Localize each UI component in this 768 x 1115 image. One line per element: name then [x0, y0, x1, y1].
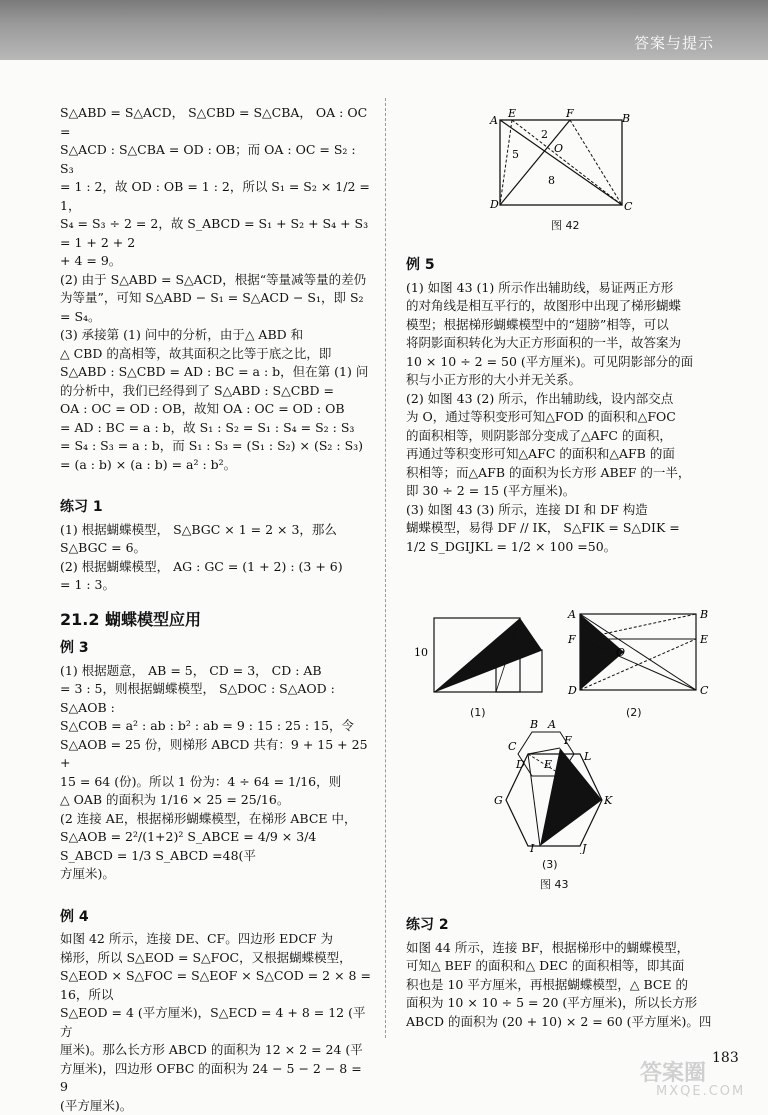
text-line: S△BGC = 6。	[60, 539, 372, 558]
figure-43-2	[564, 606, 714, 696]
label-a: A	[567, 608, 576, 621]
label-10: 10	[414, 646, 428, 659]
line-di	[528, 754, 540, 846]
text-line: = 3 : 5，则根据蝴蝶模型， S△DOC : S△AOD : S△AOB :	[60, 680, 372, 717]
label-d: D	[489, 198, 499, 211]
text-line: 积也是 10 平方厘米，再根据蝴蝶模型，△ BCE 的	[406, 976, 718, 995]
dashed-fc	[570, 120, 622, 205]
text-line: 将阴影面积转化为大正方形面积的一半，故答案为	[406, 334, 718, 353]
text-line: 1/2 S_DGIJKL = 1/2 × 100 =50。	[406, 538, 718, 557]
shaded-triangle	[434, 618, 542, 692]
dashed-ec	[512, 120, 622, 205]
text-line: (2) 由于 S△ABD = S△ACD，根据“等量减等量的差仍	[60, 271, 372, 290]
text-line: 即 30 ÷ 2 = 15 (平方厘米)。	[406, 482, 718, 501]
text-line: S△ACD : S△CBA = OD : OB；而 OA : OC = S₂ : S₃	[60, 141, 372, 178]
text-line: (1) 根据蝴蝶模型， S△BGC × 1 = 2 × 3，那么	[60, 521, 372, 540]
label-f: F	[567, 633, 576, 646]
text-line: OA : OC = OD : OB，故知 OA : OC = OD : OB	[60, 400, 372, 419]
text-line: (2 连接 AE，根据梯形蝴蝶模型，在梯形 ABCE 中，	[60, 810, 372, 829]
text-line: (2) 如图 43 (2) 所示，作出辅助线，设内部交点	[406, 390, 718, 409]
label-g: G	[494, 794, 503, 807]
text-line: 10 × 10 ÷ 2 = 50 (平方厘米)。可见阴影部分的面	[406, 353, 718, 372]
label-b: B	[699, 608, 708, 621]
text-line: (1) 如图 43 (1) 所示作出辅助线，易证两正方形	[406, 279, 718, 298]
watermark-logo: 答案圈	[640, 1056, 706, 1087]
text-line: (1) 根据题意， AB = 5， CD = 3， CD : AB	[60, 662, 372, 681]
label-j: J	[580, 842, 587, 854]
label-d: D	[567, 684, 577, 696]
text-line: 梯形，所以 S△EOD = S△FOC，又根据蝴蝶模型，	[60, 949, 372, 968]
header-title: 答案与提示	[634, 32, 714, 53]
figure-43-3	[490, 714, 620, 854]
label-d: D	[515, 758, 525, 771]
label-b: B	[529, 718, 538, 731]
label-o: O	[554, 142, 563, 155]
text-line: 方厘米)，四边形 OFBC 的面积为 24 − 5 − 2 − 8 = 9	[60, 1060, 372, 1097]
text-line: 再通过等积变形可知△AFC 的面积和△AFB 的面	[406, 445, 718, 464]
text-line: S△EOD × S△FOC = S△EOF × S△COD = 2 × 8 = 16，所以	[60, 967, 372, 1004]
text-line: 可知△ BEF 的面积和△ DEC 的面积相等，即其面	[406, 957, 718, 976]
text-line: 的对角线是相互平行的，故图形中出现了梯形蝴蝶	[406, 297, 718, 316]
label-o: O	[616, 646, 625, 659]
text-line: (2) 根据蝴蝶模型， AG : GC = (1 + 2) : (3 + 6)	[60, 558, 372, 577]
text-line: (平方厘米)。	[60, 1097, 372, 1115]
text-line: 模型；根据梯形蝴蝶模型中的“翅膀”相等，可以	[406, 316, 718, 335]
text-line: + 4 = 9。	[60, 252, 372, 271]
text-line: 为 O，通过等积变形可知△FOD 的面积和△FOC	[406, 408, 718, 427]
figure-43-1	[410, 610, 550, 695]
text-line: 方厘米)。	[60, 865, 372, 884]
label-f: F	[563, 734, 572, 747]
text-line: 的分析中，我们已经得到了 S△ABD : S△CBD =	[60, 382, 372, 401]
text-line: S△COB = a² : ab : b² : ab = 9 : 15 : 25 : 15，令	[60, 717, 372, 736]
page-number: 183	[712, 1050, 739, 1066]
label-a: A	[547, 718, 556, 731]
text-line: (3) 如图 43 (3) 所示，连接 DI 和 DF 构造	[406, 501, 718, 520]
label-c: C	[624, 200, 633, 213]
text-line: (3) 承接第 (1) 问中的分析，由于△ ABD 和	[60, 326, 372, 345]
label-5: 5	[512, 148, 519, 161]
label-l: L	[583, 750, 591, 763]
text-line: 积与小正方形的大小并无关系。	[406, 371, 718, 390]
text-line: 蝴蝶模型，易得 DF // IK， S△FIK = S△DIK =	[406, 519, 718, 538]
text-line: 面积为 10 × 10 ÷ 5 = 20 (平方厘米)，所以长方形	[406, 994, 718, 1013]
exercise-2-heading: 练习 2	[406, 916, 718, 935]
text-line: S₄ = S₃ ÷ 2 = 2，故 S_ABCD = S₁ + S₂ + S₄ + S₃ = 1 + 2 + 2	[60, 215, 372, 252]
label-f: F	[565, 108, 574, 120]
text-line: △ OAB 的面积为 1/16 × 25 = 25/16。	[60, 791, 372, 810]
text-line: = AD : BC = a : b，故 S₁ : S₂ = S₁ : S₄ = S₂ : S₃	[60, 419, 372, 438]
label-e: E	[699, 633, 708, 646]
label-e: E	[507, 108, 516, 120]
text-line: S△ABD = S△ACD， S△CBD = S△CBA， OA : OC =	[60, 104, 372, 141]
page-header	[0, 0, 768, 60]
text-line: = 1 : 2，故 OD : OB = 1 : 2，所以 S₁ = S₂ × 1/2 = 1，	[60, 178, 372, 215]
text-line: = (a : b) × (a : b) = a² : b²。	[60, 456, 372, 475]
label-c: C	[508, 740, 517, 753]
label-e: E	[543, 758, 552, 771]
figure-42	[486, 108, 636, 213]
left-column	[60, 104, 372, 1115]
column-divider	[385, 98, 386, 1038]
line-df	[528, 748, 560, 754]
text-line: 为等量”，可知 S△ABD − S₁ = S△ACD − S₁，即 S₂ = S₄。	[60, 289, 372, 326]
text-line: = 1 : 3。	[60, 576, 372, 595]
right-column-upper	[406, 238, 718, 556]
label-k: K	[603, 794, 613, 807]
watermark-url: MXQE.COM	[656, 1084, 745, 1099]
text-line: S△AOB = 2²/(1+2)² S_ABCE = 4/9 × 3/4 S_ABCD = 1/3 S_ABCD =48(平	[60, 828, 372, 865]
label-a: A	[489, 114, 498, 127]
label-i: I	[529, 842, 535, 854]
label-c: C	[700, 684, 709, 696]
dashed-fb	[580, 614, 696, 639]
exercise-1-heading: 练习 1	[60, 498, 372, 517]
text-line: 积相等；而△AFB 的面积为长方形 ABEF 的一半，	[406, 464, 718, 483]
text-line: S△EOD = 4 (平方厘米)，S△ECD = 4 + 8 = 12 (平方	[60, 1004, 372, 1041]
text-line: 如图 42 所示，连接 DE、CF。四边形 EDCF 为	[60, 930, 372, 949]
text-line: 15 = 64 (份)。所以 1 份为：4 ÷ 64 = 1/16，则	[60, 773, 372, 792]
text-line: ABCD 的面积为 (20 + 10) × 2 = 60 (平方厘米)。四	[406, 1013, 718, 1032]
text-line: S△ABD : S△CBD = AD : BC = a : b，但在第 (1) 问	[60, 363, 372, 382]
section-21-2-heading: 21.2 蝴蝶模型应用	[60, 611, 372, 630]
text-line: 如图 44 所示，连接 BF，根据梯形中的蝴蝶模型，	[406, 939, 718, 958]
example-3-heading: 例 3	[60, 639, 372, 658]
right-column-lower	[406, 906, 718, 1031]
label-2: 2	[541, 128, 548, 141]
text-line: = S₄ : S₃ = a : b，而 S₁ : S₃ = (S₁ : S₂) × (S₂ : S₃)	[60, 437, 372, 456]
figure-43-caption: 图 43	[540, 876, 569, 892]
diagonal-ac	[500, 120, 622, 205]
label-b: B	[621, 112, 630, 125]
figure-42-caption: 图 42	[551, 217, 580, 233]
figure-43-1-caption: (1)	[470, 706, 486, 719]
text-line: △ CBD 的高相等，故其面积之比等于底之比，即	[60, 345, 372, 364]
text-line: S△AOB = 25 份，则梯形 ABCD 共有：9 + 15 + 25 +	[60, 736, 372, 773]
text-line: 的面积相等，则阴影部分变成了△AFC 的面积，	[406, 427, 718, 446]
example-4-heading: 例 4	[60, 908, 372, 927]
figure-43-3-caption: (3)	[542, 858, 558, 871]
figure-43-2-caption: (2)	[626, 706, 642, 719]
label-8: 8	[548, 174, 555, 187]
text-line: 厘米)。那么长方形 ABCD 的面积为 12 × 2 = 24 (平	[60, 1041, 372, 1060]
example-5-heading: 例 5	[406, 256, 718, 275]
